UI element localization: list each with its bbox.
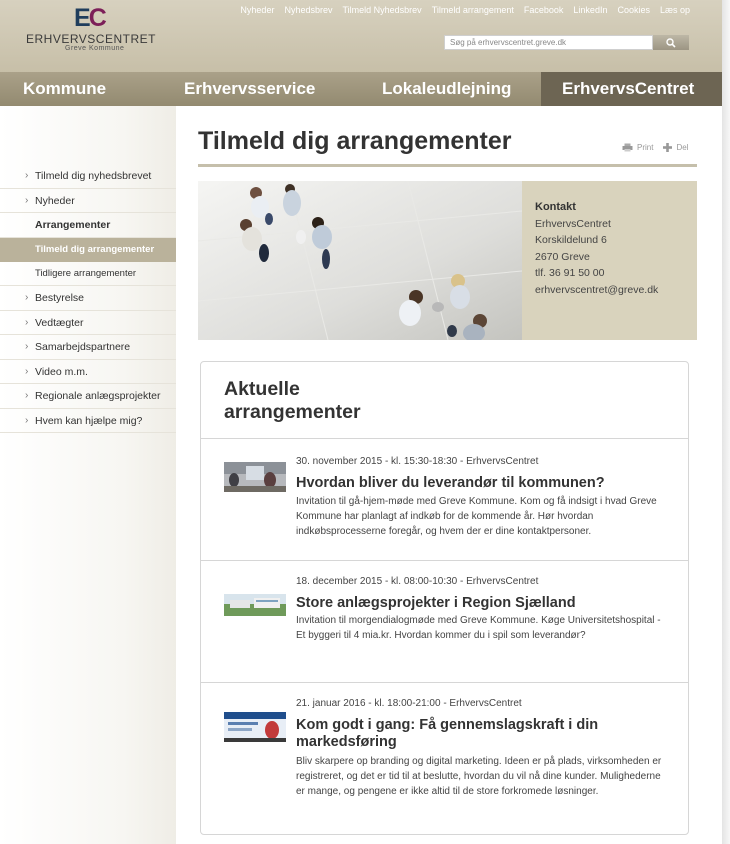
share-button[interactable] [663, 143, 688, 152]
share-label: Del [676, 143, 689, 152]
print-button[interactable] [622, 143, 653, 152]
event-date: 30. november 2015 - kl. 15:30-18:30 - ErhvervsCentret [296, 456, 539, 467]
event-thumbnail[interactable] [224, 712, 286, 742]
title-divider [198, 164, 697, 167]
contact-line-address: Korskildelund 6 [535, 234, 607, 246]
event-title[interactable]: Kom godt i gang: Få gennemslagskraft i din markedsføring [296, 717, 599, 750]
contact-line-org: ErhvervsCentret [535, 217, 611, 230]
chevron-right-icon: › [25, 390, 29, 401]
chevron-right-icon: › [25, 292, 29, 303]
marketing-photo [224, 712, 286, 742]
contact-title: Kontakt [535, 201, 576, 213]
topnav-tilmeld-nyhedsbrev[interactable]: Tilmeld Nyhedsbrev [342, 5, 422, 15]
business-people-photo [198, 181, 522, 340]
sidebar-item-arrangementer[interactable]: Arrangementer [0, 213, 176, 238]
logo-name: ERHVERVSCENTRET [26, 32, 156, 46]
event-date: 18. december 2015 - kl. 08:00-10:30 - ErhvervsCentret [296, 576, 539, 587]
chevron-right-icon: › [25, 170, 29, 181]
topnav-laes-op[interactable]: Læs op [659, 5, 690, 15]
logo-mark: EC [74, 4, 105, 32]
event-description: Invitation til morgendialogmøde med Greve Kommune. Køge Universitetshospital - Et byggeri til 4 mia.kr. Hvordan kommer du i spil som leverandør? [296, 615, 661, 641]
contact-line-city: 2670 Greve [535, 250, 590, 263]
page-tools [622, 143, 688, 152]
search-input[interactable] [444, 35, 653, 50]
search-icon [666, 38, 676, 48]
hero-image [198, 181, 522, 340]
event-item[interactable] [201, 560, 688, 682]
chevron-right-icon: › [25, 316, 29, 328]
mainnav-kommune[interactable]: Kommune [23, 79, 107, 98]
topnav-nyheder[interactable]: Nyheder [240, 5, 275, 15]
event-description: Invitation til gå-hjem-møde med Greve Kommune. Kom og få indsigt i hvad Greve Kommune har planlagt af indkøb for de kommende år. Hør hvordan indkøbsprocesserne foregår, og hvem der er dine kontaktpersoner. [296, 496, 657, 537]
sidebar-menu [0, 164, 176, 433]
contact-info [535, 199, 658, 298]
events-title: Aktuelle arrangementer [224, 378, 361, 423]
sidebar-item-nyheder[interactable]: › Nyheder [0, 189, 176, 214]
main-navigation [0, 72, 722, 106]
event-date: 21. januar 2016 - kl. 18:00-21:00 - ErhvervsCentret [296, 698, 522, 709]
sidebar-item-anlaegsprojekter[interactable]: › Regionale anlægsprojekter [0, 384, 176, 409]
topnav-linkedin[interactable]: LinkedIn [573, 5, 608, 15]
sidebar-item-nyhedsbrev[interactable]: › Tilmeld dig nyhedsbrevet [0, 164, 176, 189]
sidebar-item-bestyrelse[interactable]: › Bestyrelse [0, 286, 176, 311]
event-thumbnail[interactable] [224, 462, 286, 492]
site-logo[interactable] [26, 5, 171, 55]
logo-subtitle: Greve Kommune [65, 45, 125, 52]
page-edge [722, 0, 730, 844]
event-thumbnail[interactable] [224, 594, 286, 616]
plus-icon [663, 143, 672, 152]
sidebar [0, 106, 176, 844]
contact-line-phone: tlf. 36 91 50 00 [535, 267, 605, 279]
printer-icon [622, 143, 633, 152]
print-label: Print [637, 143, 654, 152]
sidebar-item-samarbejdspartnere[interactable]: › Samarbejdspartnere [0, 335, 176, 360]
topnav-facebook[interactable]: Facebook [523, 5, 564, 15]
chevron-right-icon: › [25, 365, 29, 377]
hero-banner [198, 181, 697, 340]
sidebar-item-vedtaegter[interactable]: › Vedtægter [0, 311, 176, 336]
sidebar-item-video[interactable]: › Video m.m. [0, 360, 176, 385]
topnav-cookies[interactable]: Cookies [617, 5, 650, 15]
sidebar-item-tilmeld-arrangementer[interactable]: Tilmeld dig arrangementer [0, 238, 176, 262]
topnav-tilmeld-arrangement[interactable]: Tilmeld arrangement [431, 5, 514, 15]
sidebar-item-hjaelp[interactable]: › Hvem kan hjælpe mig? [0, 409, 176, 434]
top-navigation [240, 5, 690, 15]
topnav-nyhedsbrev[interactable]: Nyhedsbrev [284, 5, 333, 15]
event-title[interactable]: Hvordan bliver du leverandør til kommunen? [296, 475, 605, 491]
mainnav-erhvervscentret[interactable]: ErhvervsCentret [541, 72, 722, 106]
meeting-photo [224, 462, 286, 492]
page-title: Tilmeld dig arrangementer [198, 127, 512, 155]
hospital-photo [224, 594, 286, 616]
event-item[interactable] [201, 682, 688, 832]
contact-line-email[interactable]: erhvervscentret@greve.dk [535, 283, 659, 296]
event-title[interactable]: Store anlægsprojekter i Region Sjælland [296, 595, 576, 611]
sidebar-item-tidligere-arrangementer[interactable]: Tidligere arrangementer [0, 262, 176, 287]
chevron-right-icon: › [25, 341, 29, 352]
site-header [0, 0, 722, 72]
event-description: Bliv skarpere op branding og digital marketing. Ideen er på plads, virksomheden er registreret, og det er tid til at beslutte, hvordan du vil nå dine kunder. Mulighederne er mange, og pengene er ikke altid til de store forkromede løsninger. [296, 756, 662, 797]
chevron-right-icon: › [25, 194, 29, 206]
events-panel [200, 361, 689, 835]
search-bar [444, 35, 689, 50]
chevron-right-icon: › [25, 414, 29, 426]
mainnav-erhvervsservice[interactable]: Erhvervsservice [184, 79, 316, 98]
search-button[interactable] [653, 35, 689, 50]
mainnav-lokaleudlejning[interactable]: Lokaleudlejning [382, 79, 512, 98]
event-item[interactable] [201, 438, 688, 560]
